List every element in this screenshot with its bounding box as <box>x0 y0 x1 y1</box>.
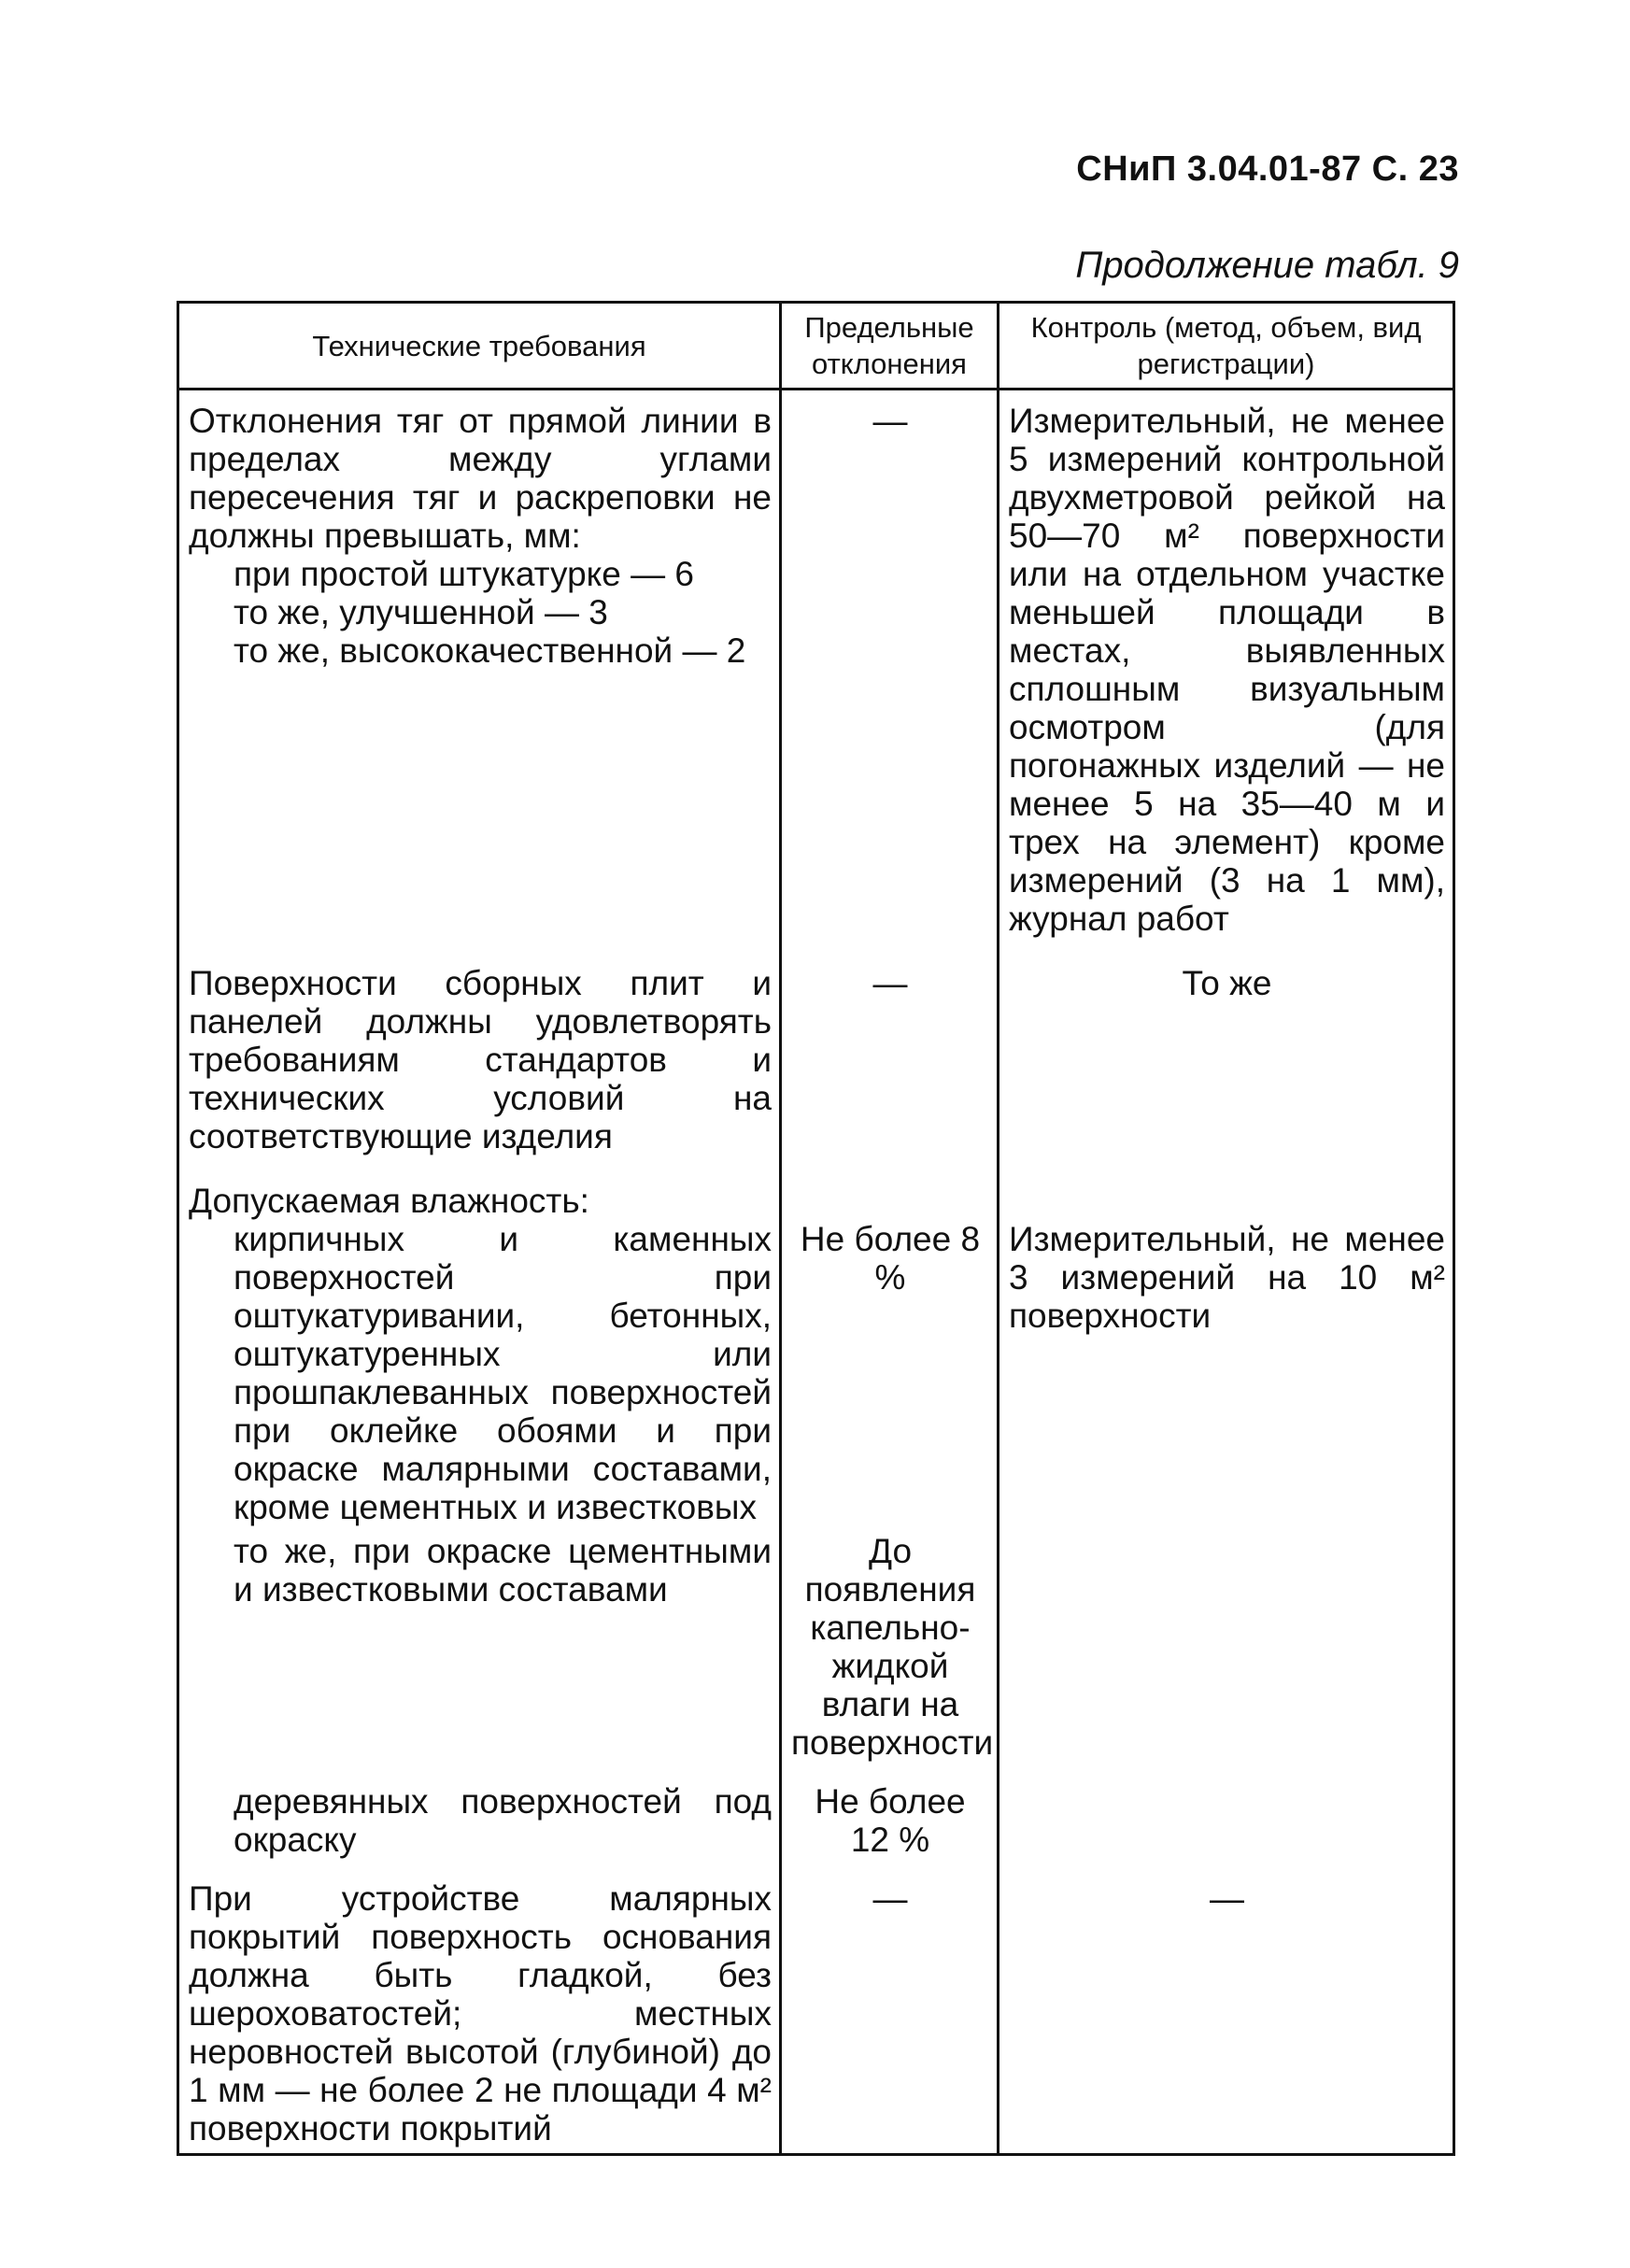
column-header-deviations: Предельные отклонения <box>781 303 999 390</box>
requirements-table <box>177 301 1455 2156</box>
requirement-text: Отклонения тяг от прямой линии в пределах между углами пересечения тяг и раскреповки не должны превышать, мм: <box>189 402 772 555</box>
column-header-requirements: Технические требования <box>178 303 781 390</box>
column-header-control: Контроль (метод, объем, вид регистрации) <box>999 303 1454 390</box>
control-cell: То же <box>999 958 1454 1176</box>
deviation-cell: — <box>781 390 999 959</box>
table-header-row <box>178 303 1454 390</box>
control-cell: Измерительный, не менее 5 измерений контрольной двухметровой рейкой на 50—70 м² поверхности или на отдельном участке меньшей площади в местах, выявленных сплошным визуальным осмотром (для погонажных изделий — не менее 5 на 35—40 м и трех на элемент) кроме измерений (3 на 1 мм), журнал работ <box>999 390 1454 959</box>
deviation-cell: Не более 12 % <box>781 1782 999 1879</box>
requirement-cell <box>178 1782 781 1879</box>
control-cell <box>999 1532 1454 1782</box>
requirement-text: Поверхности сборных плит и панелей должны удовлетворять требованиям стандартов и технических условий на соответствующие изделия <box>189 964 772 1155</box>
table-row <box>178 1782 1454 1879</box>
requirement-cell <box>178 390 781 959</box>
deviation-text: Не более 8 % <box>800 1220 981 1297</box>
requirement-cell <box>178 958 781 1176</box>
control-cell <box>999 1176 1454 1532</box>
table-row <box>178 1879 1454 2155</box>
requirement-item: кирпичных и каменных поверхностей при оштукатуривании, бетонных, оштукатуренных или прошпаклеванных поверхностей при оклейке обоями и при окраске малярными составами, кроме цементных и известковых <box>234 1220 772 1526</box>
control-text: Измерительный, не менее 3 измерений на 10 м² поверхности <box>1009 1220 1445 1335</box>
deviation-cell: — <box>781 958 999 1176</box>
deviation-cell: — <box>781 1879 999 2155</box>
control-cell <box>999 1782 1454 1879</box>
table-row <box>178 1532 1454 1782</box>
requirement-cell <box>178 1532 781 1782</box>
table-row <box>178 958 1454 1176</box>
requirement-item: деревянных поверхностей под окраску <box>234 1782 772 1859</box>
table-row <box>178 1176 1454 1532</box>
deviation-cell <box>781 1176 999 1532</box>
requirement-item: то же, высококачественной — 2 <box>234 631 746 670</box>
table-row <box>178 390 1454 959</box>
requirement-cell <box>178 1879 781 2155</box>
requirement-item: при простой штукатурке — 6 <box>234 555 694 593</box>
requirement-cell <box>178 1176 781 1532</box>
requirement-text: Допускаемая влажность: <box>189 1182 589 1220</box>
requirement-item: то же, улучшенной — 3 <box>234 593 608 631</box>
deviation-cell: До появления капельно-жидкой влаги на поверхности <box>781 1532 999 1782</box>
requirement-text: При устройстве малярных покрытий поверхность основания должна быть гладкой, без шероховатостей; местных неровностей высотой (глубиной) до 1 мм — не более 2 не площади 4 м² поверхности покрытий <box>189 1879 772 2148</box>
page-header: СНиП 3.04.01-87 С. 23 <box>1076 149 1459 189</box>
control-cell: — <box>999 1879 1454 2155</box>
table-caption: Продолжение табл. 9 <box>1075 245 1459 286</box>
requirement-item: то же, при окраске цементными и известковыми составами <box>234 1532 772 1609</box>
